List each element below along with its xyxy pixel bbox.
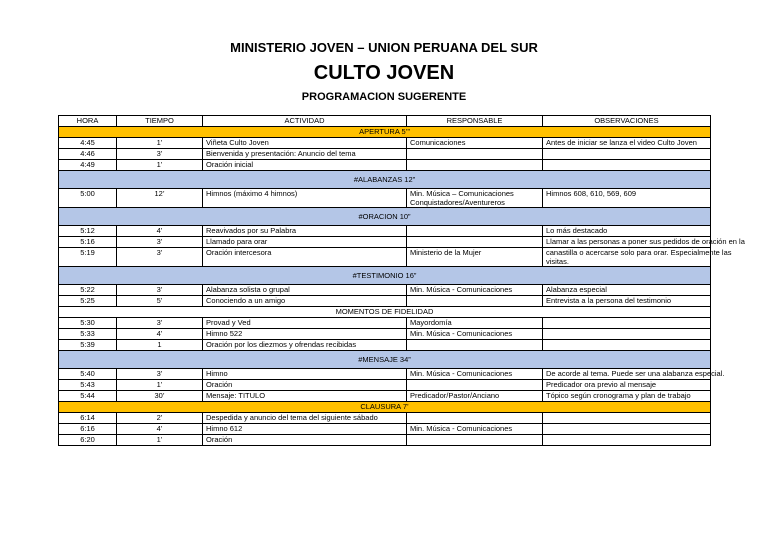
cell-observaciones: [543, 340, 711, 351]
cell-responsable: [407, 413, 543, 424]
cell-responsable: [407, 296, 543, 307]
cell-observaciones: Himnos 608, 610, 569, 609: [543, 189, 711, 208]
cell-tiempo: 1’: [117, 380, 203, 391]
cell-actividad: Llamado para orar: [203, 237, 407, 248]
section-row-clausura: [59, 402, 711, 413]
program-table: [58, 115, 745, 446]
cell-hora: 6:16: [59, 424, 117, 435]
obs-line-2: visitas.: [546, 257, 569, 266]
responsable-line-2: Conquistadores/Aventureros: [410, 198, 505, 207]
cell-observaciones: [543, 329, 711, 340]
section-row-oracion: [59, 208, 711, 226]
cell-responsable: [407, 189, 543, 208]
cell-actividad: Reavivados por su Palabra: [203, 226, 407, 237]
table-row: [59, 424, 711, 435]
cell-tiempo: 1’: [117, 435, 203, 446]
cell-actividad: Viñeta Culto Joven: [203, 138, 407, 149]
cell-tiempo: 2’: [117, 413, 203, 424]
cell-actividad: Oración por los diezmos y ofrendas recibidas: [203, 340, 407, 351]
cell-responsable: Ministerio de la Mujer: [407, 248, 543, 267]
cell-actividad: Oración intercesora: [203, 248, 407, 267]
section-label: #ORACION 10”: [59, 208, 711, 226]
cell-hora: 5:25: [59, 296, 117, 307]
table-row: [59, 435, 711, 446]
cell-actividad: Oración: [203, 435, 407, 446]
cell-hora: 4:49: [59, 160, 117, 171]
col-hora: HORA: [59, 116, 117, 127]
cell-actividad: Mensaje: TITULO: [203, 391, 407, 402]
table-row: [59, 329, 711, 340]
cell-responsable: Mayordomía: [407, 318, 543, 329]
section-row-testimonio: [59, 267, 711, 285]
table-row: [59, 413, 711, 424]
cell-tiempo: 30’: [117, 391, 203, 402]
table-row: [59, 285, 711, 296]
cell-hora: 4:45: [59, 138, 117, 149]
cell-observaciones: Tópico según cronograma y plan de trabajo: [543, 391, 711, 402]
cell-hora: 6:14: [59, 413, 117, 424]
section-row-alabanzas: [59, 171, 711, 189]
page-subtitle: PROGRAMACION SUGERENTE: [301, 91, 467, 103]
cell-hora: 5:43: [59, 380, 117, 391]
col-observaciones: OBSERVACIONES: [543, 116, 711, 127]
org-heading: MINISTERIO JOVEN – UNION PERUANA DEL SUR: [230, 40, 538, 55]
cell-observaciones: Predicador ora previo al mensaje: [543, 380, 711, 391]
cell-actividad: Himno 522: [203, 329, 407, 340]
cell-actividad: Alabanza solista o grupal: [203, 285, 407, 296]
cell-observaciones: [543, 424, 711, 435]
col-actividad: ACTIVIDAD: [203, 116, 407, 127]
cell-responsable: Min. Música - Comunicaciones: [407, 329, 543, 340]
cell-tiempo: 3’: [117, 149, 203, 160]
table-row: [59, 340, 711, 351]
table-row: [59, 237, 711, 248]
table-row: [59, 138, 711, 149]
table-row: [59, 160, 711, 171]
cell-observaciones: Alabanza especial: [543, 285, 711, 296]
cell-actividad: Conociendo a un amigo: [203, 296, 407, 307]
cell-hora: 4:46: [59, 149, 117, 160]
cell-tiempo: 3’: [117, 285, 203, 296]
cell-responsable: [407, 160, 543, 171]
cell-responsable: [407, 340, 543, 351]
cell-tiempo: 1’: [117, 160, 203, 171]
cell-hora: 5:33: [59, 329, 117, 340]
col-responsable: RESPONSABLE: [407, 116, 543, 127]
cell-observaciones: Llamar a las personas a poner sus pedidos de oración en la: [543, 237, 711, 248]
cell-responsable: Min. Música - Comunicaciones: [407, 369, 543, 380]
cell-hora: 5:22: [59, 285, 117, 296]
cell-actividad: Himno 612: [203, 424, 407, 435]
section-label: MOMENTOS DE FIDELIDAD: [59, 307, 711, 318]
cell-hora: 5:16: [59, 237, 117, 248]
cell-tiempo: 3’: [117, 369, 203, 380]
cell-responsable: Min. Música - Comunicaciones: [407, 285, 543, 296]
cell-hora: 5:39: [59, 340, 117, 351]
cell-responsable: [407, 149, 543, 160]
cell-tiempo: 4’: [117, 226, 203, 237]
obs-line-1: canastilla o acercarse solo para orar. Especialmente las: [546, 248, 732, 257]
cell-observaciones: [543, 435, 711, 446]
table-row: [59, 369, 711, 380]
cell-hora: 5:40: [59, 369, 117, 380]
section-row-apertura: [59, 127, 711, 138]
cell-tiempo: 3’: [117, 248, 203, 267]
cell-tiempo: 3’: [117, 318, 203, 329]
section-label: #ALABANZAS 12”: [59, 171, 711, 189]
cell-tiempo: 4’: [117, 424, 203, 435]
cell-responsable: [407, 380, 543, 391]
cell-responsable: Min. Música - Comunicaciones: [407, 424, 543, 435]
cell-responsable: [407, 435, 543, 446]
cell-tiempo: 3’: [117, 237, 203, 248]
cell-observaciones: Entrevista a la persona del testimonio: [543, 296, 711, 307]
cell-hora: 5:12: [59, 226, 117, 237]
table-row: [59, 189, 711, 208]
cell-hora: 5:19: [59, 248, 117, 267]
section-row-fidelidad: [59, 307, 711, 318]
cell-tiempo: 12’: [117, 189, 203, 208]
section-label: CLAUSURA 7’: [59, 402, 711, 413]
col-tiempo: TIEMPO: [117, 116, 203, 127]
cell-observaciones: [543, 149, 711, 160]
cell-actividad: Oración inicial: [203, 160, 407, 171]
cell-hora: 5:00: [59, 189, 117, 208]
cell-observaciones: [543, 413, 711, 424]
cell-responsable: Predicador/Pastor/Anciano: [407, 391, 543, 402]
cell-tiempo: 4’: [117, 329, 203, 340]
cell-responsable: Comunicaciones: [407, 138, 543, 149]
cell-actividad: Bienvenida y presentación: Anuncio del tema: [203, 149, 407, 160]
cell-actividad: Provad y Ved: [203, 318, 407, 329]
cell-tiempo: 1: [117, 340, 203, 351]
page-title: CULTO JOVEN: [313, 62, 455, 84]
cell-tiempo: 5’: [117, 296, 203, 307]
cell-observaciones: [543, 318, 711, 329]
table-row: [59, 226, 711, 237]
section-label: #TESTIMONIO 16”: [59, 267, 711, 285]
section-row-mensaje: [59, 351, 711, 369]
cell-observaciones: De acorde al tema. Puede ser una alabanza especial.: [543, 369, 711, 380]
cell-tiempo: 1’: [117, 138, 203, 149]
cell-observaciones: [543, 160, 711, 171]
cell-hora: 6:20: [59, 435, 117, 446]
cell-observaciones: Lo más destacado: [543, 226, 711, 237]
section-label: APERTURA 5’”: [59, 127, 711, 138]
table-row: [59, 318, 711, 329]
table-row: [59, 296, 711, 307]
cell-actividad: Himnos (máximo 4 himnos): [203, 189, 407, 208]
table-row: [59, 248, 711, 267]
cell-observaciones: Antes de iniciar se lanza el video Culto Joven: [543, 138, 711, 149]
cell-actividad: Despedida y anuncio del tema del siguiente sábado: [203, 413, 407, 424]
cell-hora: 5:44: [59, 391, 117, 402]
cell-hora: 5:30: [59, 318, 117, 329]
table-row: [59, 391, 711, 402]
responsable-line-1: Min. Música – Comunicaciones: [410, 189, 514, 198]
table-row: [59, 149, 711, 160]
cell-responsable: [407, 237, 543, 248]
cell-actividad: Himno: [203, 369, 407, 380]
cell-responsable: [407, 226, 543, 237]
cell-actividad: Oración: [203, 380, 407, 391]
table-row: [59, 380, 711, 391]
table-header-row: [59, 116, 711, 127]
cell-observaciones: [543, 248, 732, 267]
section-label: #MENSAJE 34”: [59, 351, 711, 369]
